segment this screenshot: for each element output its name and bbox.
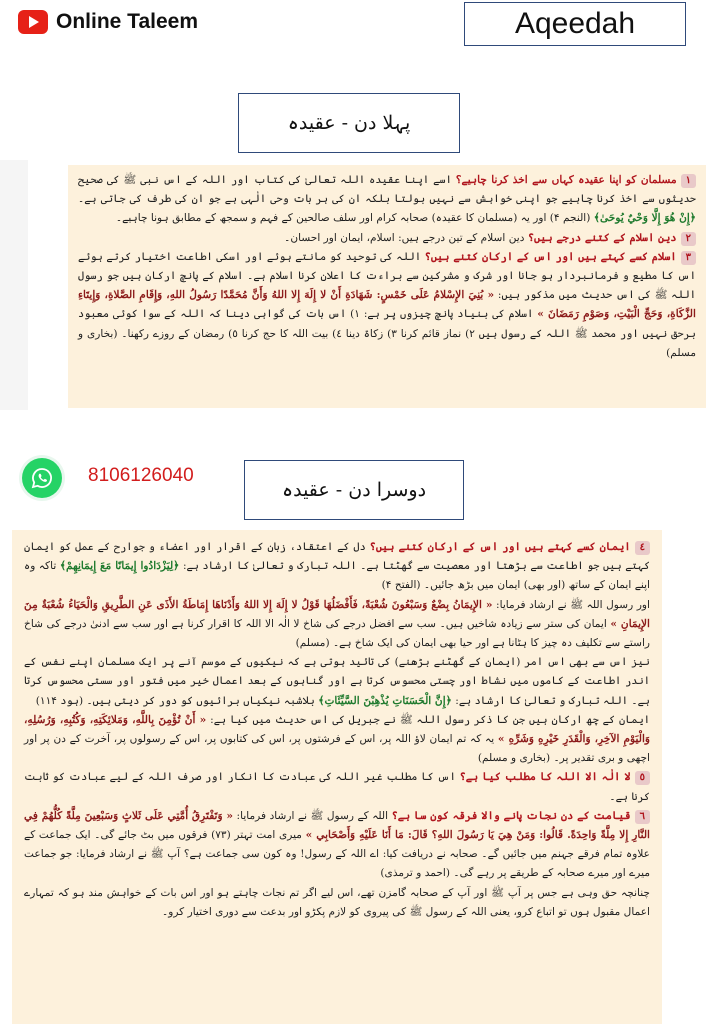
- question-number-badge: ٣: [681, 251, 696, 265]
- arabic-text: ﴿إِنْ هُوَ إِلَّا وَحْيٌ يُوحَىٰ﴾: [593, 212, 696, 225]
- translation-text: بلاشبہ نیکیاں برائیوں کو دور کر دیتی ہیں۔ (ہود ۱۱۴): [35, 694, 315, 707]
- answer-text: ایمان کے چھ ارکان ہیں جن کا ذکر رسول اللہ ﷺ نے جبریل کی اس حدیث میں کیا ہے:: [210, 713, 650, 726]
- phone-number[interactable]: 8106126040: [88, 465, 194, 486]
- arabic-text: « بُنِيَ الإِسْلامُ عَلَى خَمْسٍ: شَهَادَةِ أَنْ لا إِلَهَ إِلا اللهُ وَأَنَّ مُحَمَّدًا رَسُولُ اللهِ، وَإِقَامِ الصَّلاةِ، وَإِيتَاءِ الزَّكَاةِ، وَحَجِّ الْبَيْتِ، وَصَوْمِ رَمَضَانَ »: [78, 289, 696, 321]
- arabic-text: ﴿لِيَزْدَادُوا إِيمَانًا مَعَ إِيمَانِهِمْ﴾: [59, 560, 180, 573]
- day1-panel: [68, 165, 706, 408]
- question-number-badge: ٤: [635, 541, 650, 555]
- day2-title: دوسرا دن - عقیدہ: [281, 479, 427, 501]
- answer-text: نیز اس سے بھی اس امر (ایمان کے گھٹنے بڑھنے) کی تائید ہوتی ہے کہ نیکیوں کے موسم آنے پر ایک مسلمان اپنے نفس کے اندر اطاعت کے کاموں میں نشاط اور چستی محسوس کرتا ہے اور گناہوں کے بعد اعمال خیر میں فتور اور سستی محسوس کرتا ہے۔ اللہ تبارک و تعالیٰ کا ارشاد ہے:: [24, 656, 650, 707]
- translation-text: ایمان کی ستر سے زیادہ شاخیں ہیں۔ سب سے افضل درجے کی شاخ لا الٰہ الا اللہ کا اقرار کرنا ہے اور سب سے ادنیٰ درجے کی شاخ راستے سے تکلیف دہ چیز کا ہٹانا ہے اور حیا بھی ایمان کی ایک شاخ ہے۔ (مسلم): [24, 617, 650, 650]
- translation-text: یہ کہ تم ایمان لاؤ اللہ پر، اس کے فرشتوں پر، اس کی کتابوں پر، اس کے رسولوں پر، آخرت کے دن پر اور اچھی و بری تقدیر پر۔ (بخاری و مسلم): [24, 733, 650, 765]
- day1-title-box: [238, 93, 460, 153]
- question-heading: لا الٰہ الا اللہ کا مطلب کیا ہے؟: [459, 771, 631, 784]
- answer-text: اس کا مطلب غیر اللہ کی عبادت کا انکار اور صرف اللہ کے لیے عبادت کو ثابت کرنا ہے۔: [24, 771, 650, 803]
- answer-text: چنانچہ حق وہی ہے جس پر آپ ﷺ اور آپ کے صحابہ گامزن تھے، اس لیے اگر تم نجات چاہتے ہو اور اس بات کے خواہش مند ہو کہ تمہارے اعمال مقبول ہوں تو اتباع کرو، یعنی اللہ کے رسول ﷺ کی پیروی کو لازم پکڑو اور بدعت سے دوری اختیار کرو۔: [24, 886, 650, 918]
- paragraph: [24, 538, 650, 596]
- question-number-badge: ١: [681, 174, 696, 188]
- paragraph: [24, 653, 650, 711]
- translation-text: میری امت تہتر (۷۳) فرقوں میں بٹ جائے گی۔ ایک جماعت کے علاوہ تمام فرقے جہنم میں جائیں گے۔ صحابہ نے دریافت کیا: اے اللہ کے رسول! وہ کون سی جماعت ہے؟ آپ ﷺ نے ارشاد فرمایا: جو جماعت میرے اور میرے صحابہ کے طریقے پر رہے گی۔ (احمد و ترمذی): [24, 829, 650, 880]
- arabic-text: « الإِيمَانُ بِضْعٌ وَسَبْعُونَ شُعْبَةً، فَأَفْضَلُهَا قَوْلُ لا إِلَهَ إِلا اللهُ وَأَدْنَاهَا إِمَاطَةُ الأَذَى عَنِ الطَّرِيقِ وَالْحَيَاءُ شُعْبَةٌ مِنَ الإِيمَانِ »: [24, 598, 650, 630]
- paragraph: [24, 807, 650, 884]
- paragraph: [78, 171, 696, 229]
- channel-name: Online Taleem: [56, 10, 198, 33]
- paragraph: [24, 884, 650, 922]
- question-number-badge: ٢: [681, 232, 696, 246]
- question-heading: دین اسلام کے کتنے درجے ہیں؟: [527, 231, 677, 244]
- translation-text: تاکہ وہ اپنے ایمان کے ساتھ (اور بھی) ایمان میں بڑھ جائیں۔ (الفتح ۴): [24, 560, 650, 592]
- arabic-text: « وَتَفْتَرِقُ أُمَّتِي عَلَى ثَلاثٍ وَسَبْعِينَ مِلَّةً كُلُّهُمْ فِي النَّارِ إِلا مِلَّةً وَاحِدَةً. قَالُوا: وَمَنْ هِيَ يَا رَسُولَ اللهِ؟ قَالَ: مَا أَنَا عَلَيْهِ وَأَصْحَابِي »: [24, 809, 650, 842]
- paragraph: [78, 248, 696, 363]
- youtube-icon: [18, 10, 48, 34]
- answer-text: اللہ کے رسول ﷺ نے ارشاد فرمایا:: [236, 809, 389, 822]
- day2-panel: [12, 530, 662, 1024]
- question-number-badge: ٥: [635, 771, 650, 785]
- question-heading: مسلمان کو اپنا عقیدہ کہاں سے اخذ کرنا چاہیے؟: [455, 174, 677, 186]
- channel-brand: [18, 10, 198, 34]
- question-heading: ایمان کسے کہتے ہیں اور اس کے ارکان کتنے ہیں؟: [369, 541, 631, 553]
- paragraph: [24, 596, 650, 654]
- answer-text: اور رسول اللہ ﷺ نے ارشاد فرمایا:: [496, 598, 650, 611]
- question-heading: قیامت کے دن نجات پانے والا فرقہ کون سا ہے؟: [391, 809, 631, 822]
- translation-text: (النجم ۴) اور یہ (مسلمان کا عقیدہ) صحابہ کرام اور سلف صالحین کے فہم و سمجھ کے مطابق ہونا چاہیے۔: [115, 212, 591, 225]
- left-shade-1: [0, 160, 28, 410]
- question-number-badge: ٦: [635, 810, 650, 824]
- whatsapp-icon[interactable]: [22, 458, 62, 498]
- day2-title-box: [244, 460, 464, 520]
- arabic-text: « أَنْ تُؤْمِنَ بِاللَّهِ، وَمَلائِكَتِهِ، وَكُتُبِهِ، وَرُسُلِهِ، وَالْيَوْمِ الآخِرِ، وَالْقَدَرِ خَيْرِهِ وَشَرِّهِ »: [24, 713, 650, 746]
- day1-title: پہلا دن - عقیدہ: [287, 112, 411, 134]
- paragraph: [24, 768, 650, 806]
- paragraph: [78, 229, 696, 248]
- answer-text: دین اسلام کے تین درجے ہیں: اسلام، ایمان اور احسان۔: [284, 231, 525, 244]
- paragraph: [24, 711, 650, 769]
- answer-text: اسے اپنا عقیدہ اللہ تعالیٰ کی کتاب اور اللہ کے اس نبی ﷺ کی صحیح حدیثوں سے اخذ کرنا چاہیے جو اپنی خواہش سے نہیں بولتا بلکہ ان کی ہر بات وحی الٰہی ہے جو ان کی طرف کی جاتی ہے۔: [78, 174, 696, 206]
- arabic-text: ﴿إِنَّ الْحَسَنَاتِ يُذْهِبْنَ السَّيِّئَاتِ﴾: [318, 694, 452, 707]
- question-heading: اسلام کسے کہتے ہیں اور اس کے ارکان کتنے ہیں؟: [424, 250, 677, 263]
- topic-title: Aqeedah: [514, 7, 636, 40]
- answer-text: اللہ کی توحید کو مانتے ہوئے اور اسکی اطاعت اختیار کرتے ہوئے اس کا مطیع و فرمانبردار ہو جانا اور شرک و مشرکین سے براءت کا اعلان کرنا اسلام ہے۔ اسلام کے پانچ ارکان ہیں جو رسول اللہ ﷺ کی اس حدیث میں مذکور ہیں:: [78, 250, 696, 302]
- translation-text: اسلام کی بنیاد پانچ چیزوں پر ہے: ١) اس بات کی گواہی دینا کہ اللہ کے سوا کوئی معبود برحق نہیں اور محمد ﷺ اللہ کے رسول ہیں ٢) نماز قائم کرنا ٣) زکاۃ دینا ٤) بیت اللہ کا حج کرنا ٥) رمضان کے روزے رکھنا۔ (بخاری و مسلم): [78, 308, 696, 359]
- answer-text: دل کے اعتقاد، زبان کے اقرار اور اعضاء و جوارح کے عمل کو ایمان کہتے ہیں جو اطاعت سے بڑھتا اور معصیت سے گھٹتا ہے۔ اللہ تبارک و تعالیٰ کا ارشاد ہے:: [24, 541, 651, 573]
- topic-title-box: [464, 2, 686, 46]
